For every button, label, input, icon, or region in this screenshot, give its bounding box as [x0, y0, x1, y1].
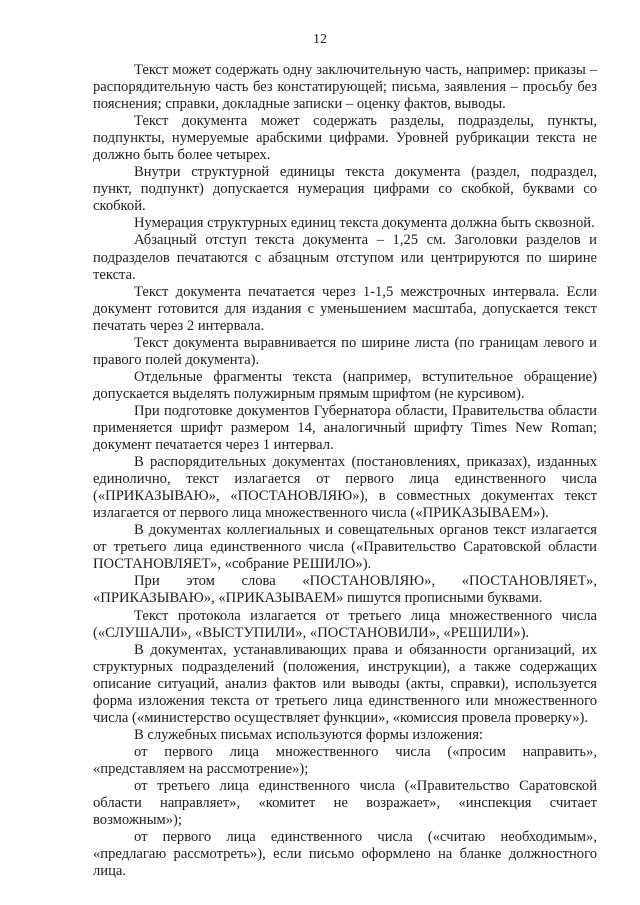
paragraph-indent: Абзацный отступ текста документа – 1,25 см. Заголовки разделов и подразделов печатаются с абзацным отступом или центрируются по ширине текста.	[93, 232, 597, 283]
document-body	[93, 62, 597, 880]
paragraph-first-person-singular: от первого лица единственного числа («считаю необходимым», «предлагаю рассмотреть»), если письмо оформлено на бланке должностного лица.	[93, 829, 597, 880]
paragraph-conclusion-part: Текст может содержать одну заключительную часть, например: приказы – распорядительную часть без констатирующей; письма, заявления – просьбу без пояснения; справки, докладные записки – оценку фактов, выводы.	[93, 62, 597, 113]
paragraph-first-person-plural: от первого лица множественного числа («просим направить», «представляем на рассмотрение»);	[93, 743, 597, 777]
paragraph-sections: Текст документа может содержать разделы, подразделы, пункты, подпункты, нумеруемые арабскими цифрами. Уровней рубрикации текста не должно быть более четырех.	[93, 113, 597, 164]
paragraph-justification: Текст документа выравнивается по ширине листа (по границам левого и правого полей документа).	[93, 334, 597, 368]
paragraph-collegial-bodies: В документах коллегиальных и совещательных органов текст излагается от третьего лица единственного числа («Правительство Саратовской области ПОСТАНОВЛЯЕТ», «собрание РЕШИЛО»).	[93, 522, 597, 573]
paragraph-protocol: Текст протокола излагается от третьего лица множественного числа («СЛУШАЛИ», «ВЫСТУПИЛИ», «ПОСТАНОВИЛИ», «РЕШИЛИ»).	[93, 607, 597, 641]
paragraph-third-person-singular: от третьего лица единственного числа («Правительство Саратовской области направляет», «комитет не возражает», «инспекция считает возможным»);	[93, 777, 597, 829]
paragraph-capital-letters: При этом слова «ПОСТАНОВЛЯЮ», «ПОСТАНОВЛЯЕТ», «ПРИКАЗЫВАЮ», «ПРИКАЗЫВАЕМ» пишутся прописными буквами.	[93, 573, 597, 607]
paragraph-bold-fragments: Отдельные фрагменты текста (например, вступительное обращение) допускается выделять полужирным прямым шрифтом (не курсивом).	[93, 368, 597, 402]
paragraph-font-size: При подготовке документов Губернатора области, Правительства области применяется шрифт размером 14, аналогичный шрифту Times New Roman; документ печатается через 1 интервал.	[93, 402, 597, 454]
paragraph-line-spacing: Текст документа печатается через 1-1,5 межстрочных интервала. Если документ готовится для издания с уменьшением масштаба, допускается текст печатать через 2 интервала.	[93, 283, 597, 334]
paragraph-continuous-numbering: Нумерация структурных единиц текста документа должна быть сквозной.	[134, 215, 595, 232]
page-number: 12	[313, 32, 327, 47]
paragraph-orders-first-person: В распорядительных документах (постановлениях, приказах), изданных единолично, текст излагается от первого лица единственного числа («ПРИКАЗЫВАЮ», «ПОСТАНОВЛЯЮ»), в совместных документах текст излагается от первого лица множественного числа («ПРИКАЗЫВАЕМ»).	[93, 454, 597, 522]
paragraph-letters-forms: В служебных письмах используются формы изложения:	[134, 726, 483, 743]
paragraph-inner-numbering: Внутри структурной единицы текста документа (раздел, подраздел, пункт, подпункт) допускается нумерация цифрами со скобкой, буквами со скобкой.	[93, 164, 597, 215]
paragraph-rights-documents: В документах, устанавливающих права и обязанности организаций, их структурных подразделений (положения, инструкции), а также содержащих описание ситуаций, анализ фактов или выводы (акты, справки), используется форма изложения текста от третьего лица единственного или множественного числа («министерство осуществляет функции», «комиссия провела проверку»).	[93, 641, 597, 726]
